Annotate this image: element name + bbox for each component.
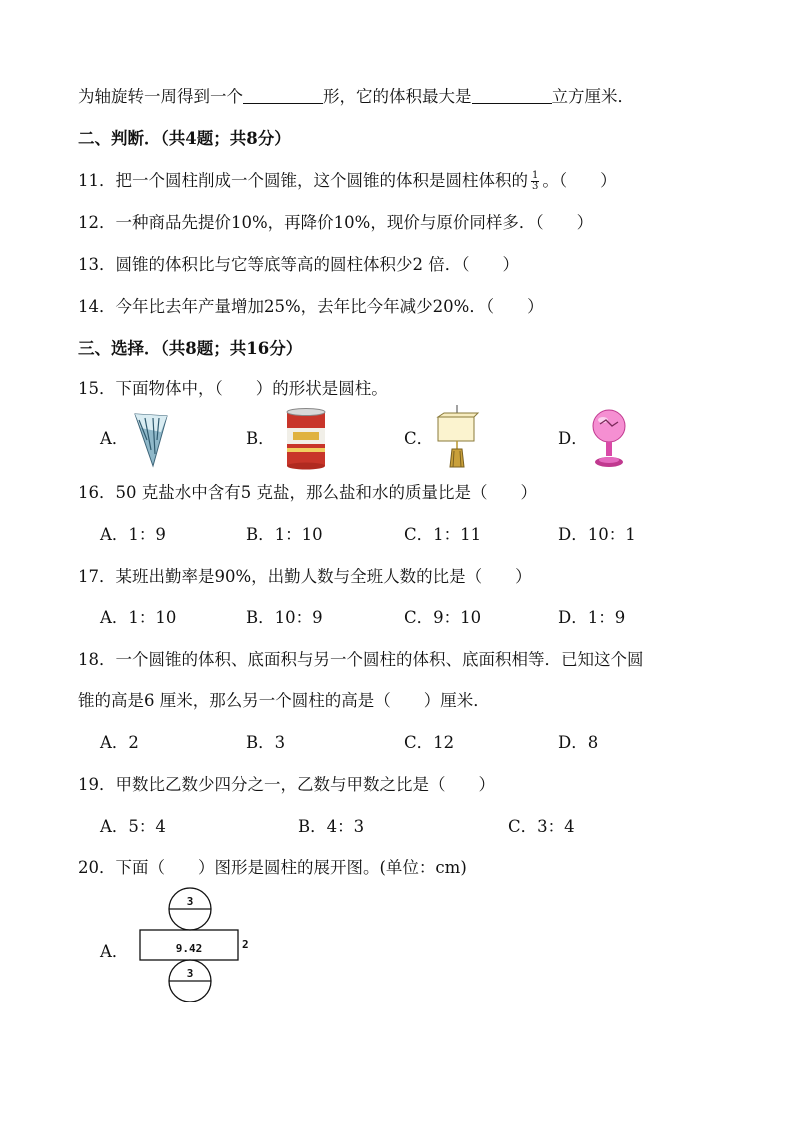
option-a[interactable]: A． [100, 429, 129, 448]
option-a[interactable]: A．2 [100, 733, 139, 752]
option-c[interactable]: C．3：4 [508, 817, 575, 836]
option-b[interactable]: B．3 [246, 733, 286, 752]
option-c[interactable]: C．1：11 [404, 525, 482, 544]
question-18-line-1: 18．一个圆锥的体积、底面积与另一个圆柱的体积、底面积相等．已知这个圆 [78, 650, 644, 669]
cone-icon [133, 410, 169, 468]
question-17: 17．某班出勤率是90%，出勤人数与全班人数的比是（ ） [78, 567, 532, 586]
answer-blank[interactable] [472, 87, 552, 104]
option-d[interactable]: D．10：1 [558, 525, 636, 544]
question-16: 16．50 克盐水中含有5 克盐，那么盐和水的质量比是（ ） [78, 483, 537, 502]
option-c[interactable]: C．9：10 [404, 608, 482, 627]
option-d[interactable]: D．1：9 [558, 608, 626, 627]
question-11: 11．把一个圆柱削成一个圆锥，这个圆锥的体积是圆柱体积的 $\frac{1}{3}$ 。（ ） [78, 170, 617, 192]
option-b[interactable]: B．10：9 [246, 608, 323, 627]
rectangle-length-label: 9.42 [175, 942, 203, 955]
question-15: 15．下面物体中，（ ）的形状是圆柱。 [78, 379, 388, 398]
option-a[interactable]: A． [100, 942, 129, 961]
question-10-continuation: 为轴旋转一周得到一个 形，它的体积最大是 立方厘米． [78, 87, 634, 106]
question-14: 14．今年比去年产量增加25%，去年比今年减少20%．（ ） [78, 297, 544, 316]
bottom-circle-diameter-label: 3 [186, 967, 194, 980]
question-18-line-2: 锥的高是6 厘米，那么另一个圆柱的高是（ ）厘米． [78, 691, 490, 710]
option-a[interactable]: A．5：4 [100, 817, 166, 836]
question-20: 20．下面（ ）图形是圆柱的展开图。(单位：cm) [78, 858, 467, 877]
question-13: 13．圆锥的体积比与它等底等高的圆柱体积少2 倍．（ ） [78, 255, 519, 274]
top-circle-diameter-label: 3 [186, 895, 194, 908]
cylinder-net-diagram [134, 886, 252, 1002]
option-b[interactable]: B．1：10 [246, 525, 323, 544]
question-12: 12．一种商品先提价10%，再降价10%，现价与原价同样多．（ ） [78, 213, 594, 232]
fraction-one-third: $\frac{1}{3}$ [532, 170, 539, 192]
option-c[interactable]: C． [404, 429, 434, 448]
section-heading-choice: 三、选择．（共8题；共16分） [78, 339, 303, 358]
section-heading-judgement: 二、判断．（共4题；共8分） [78, 129, 291, 148]
option-b[interactable]: B． [246, 429, 275, 448]
option-b[interactable]: B．4：3 [298, 817, 365, 836]
lantern-icon [434, 405, 480, 471]
rectangle-height-label: 2 [242, 938, 249, 951]
tin-can-icon [284, 408, 328, 470]
globe-lamp-icon [588, 408, 630, 470]
option-d[interactable]: D． [558, 429, 588, 448]
answer-blank[interactable] [243, 87, 323, 104]
option-c[interactable]: C．12 [404, 733, 455, 752]
option-d[interactable]: D．8 [558, 733, 599, 752]
option-a[interactable]: A．1：10 [100, 608, 177, 627]
option-a[interactable]: A．1：9 [100, 525, 166, 544]
question-19: 19．甲数比乙数少四分之一，乙数与甲数之比是（ ） [78, 775, 495, 794]
